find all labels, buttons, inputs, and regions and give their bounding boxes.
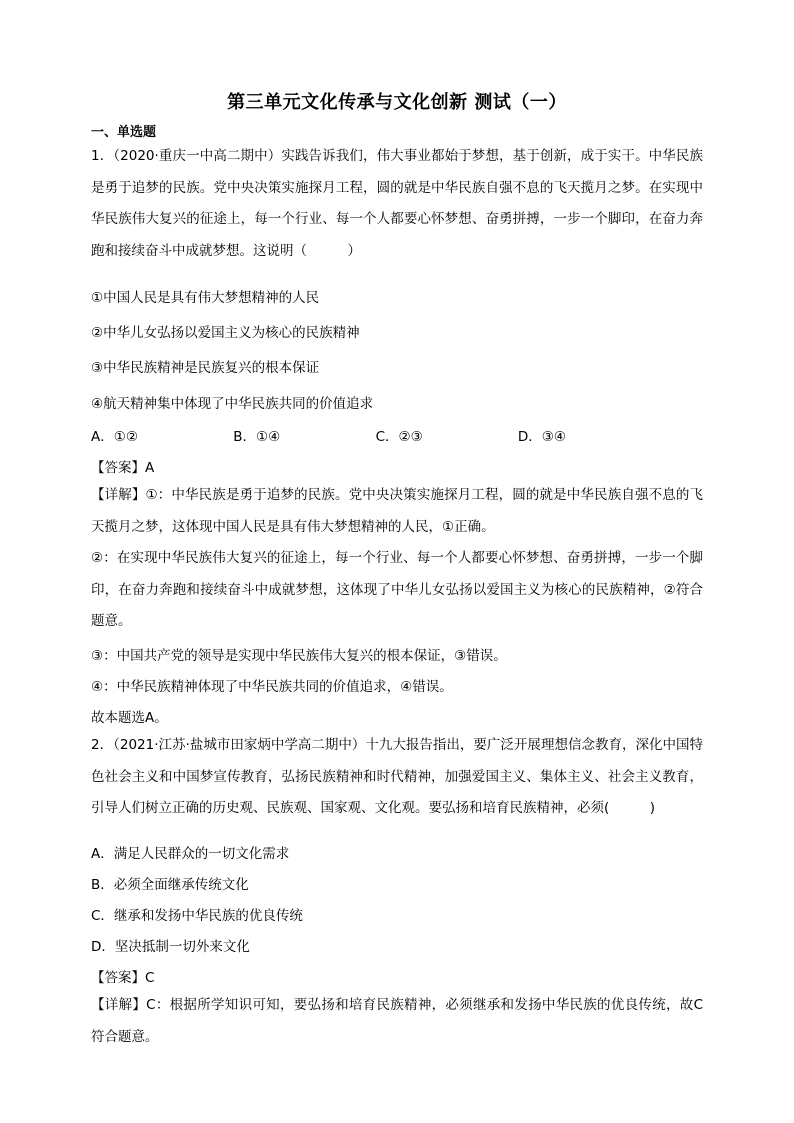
answer-label: 【答案】A: [91, 460, 155, 476]
conclusion: 故本题选A。: [91, 710, 168, 726]
option-c: C．②③: [375, 429, 423, 445]
question-2-stem: 2．（2021·江苏·盐城市田家炳中学高二期中）十九大报告指出，要广泛开展理想信念教育，深化中国特色社会主义和中国梦宣传教育，弘扬民族精神和时代精神，加强爱国主义、集体主义、社会主义教育，引导人们树立正确的历史观、民族观、国家观、文化观。要弘扬和培育民族精神，必须( ): [91, 737, 703, 816]
question-1-item: ③中华民族精神是民族复兴的根本保证: [91, 360, 320, 376]
explanation: ②：在实现中华民族伟大复兴的征途上，每一个行业、每一个人都要心怀梦想、奋勇拼搏，一步一个脚印，在奋力奔跑和接续奋斗中成就梦想，这体现了中华儿女弘扬以爱国主义为核心的民族精神，②符合题意。: [91, 550, 703, 629]
question-2-option-a: A．满足人民群众的一切文化需求: [91, 846, 290, 862]
option-d: D．③④: [517, 429, 566, 445]
question-1-options: [91, 425, 566, 445]
explanation: 【详解】①：中华民族是勇于追梦的民族。党中央决策实施探月工程，圆的就是中华民族自强不息的飞天揽月之梦，这体现中国人民是具有伟大梦想精神的人民，①正确。: [91, 487, 703, 535]
page-title: 第三单元文化传承与文化创新 测试（一）: [227, 92, 567, 113]
question-1-item: ②中华儿女弘扬以爱国主义为核心的民族精神: [91, 325, 360, 341]
question-2-option-d: D．坚决抵制一切外来文化: [91, 939, 250, 955]
option-b: B．①④: [233, 429, 281, 445]
answer-label: 【答案】C: [91, 970, 155, 986]
question-1-item: ④航天精神集中体现了中华民族共同的价值追求: [91, 396, 374, 412]
section-heading: 一、单选题: [91, 125, 157, 140]
option-a: A．①②: [91, 429, 138, 445]
question-2-option-b: B．必须全面继承传统文化: [91, 877, 249, 893]
question-1-item: ①中国人民是具有伟大梦想精神的人民: [91, 290, 320, 306]
explanation: 【详解】C：根据所学知识可知，要弘扬和培育民族精神，必须继承和发扬中华民族的优良传统，故C符合题意。: [91, 997, 703, 1045]
question-1-stem: 1．（2020·重庆一中高二期中）实践告诉我们，伟大事业都始于梦想，基于创新，成于实干。中华民族是勇于追梦的民族。党中央决策实施探月工程，圆的就是中华民族自强不息的飞天揽月之梦。在实现中华民族伟大复兴的征途上，每一个行业、每一个人都要心怀梦想、奋勇拼搏，一步一个脚印，在奋力奔跑和接续奋斗中成就梦想。这说明（ ）: [91, 148, 703, 259]
explanation: ④：中华民族精神体现了中华民族共同的价值追求，④错误。: [91, 679, 453, 695]
explanation: ③：中国共产党的领导是实现中华民族伟大复兴的根本保证，③错误。: [91, 648, 507, 664]
question-2-option-c: C．继承和发扬中华民族的优良传统: [91, 908, 303, 924]
